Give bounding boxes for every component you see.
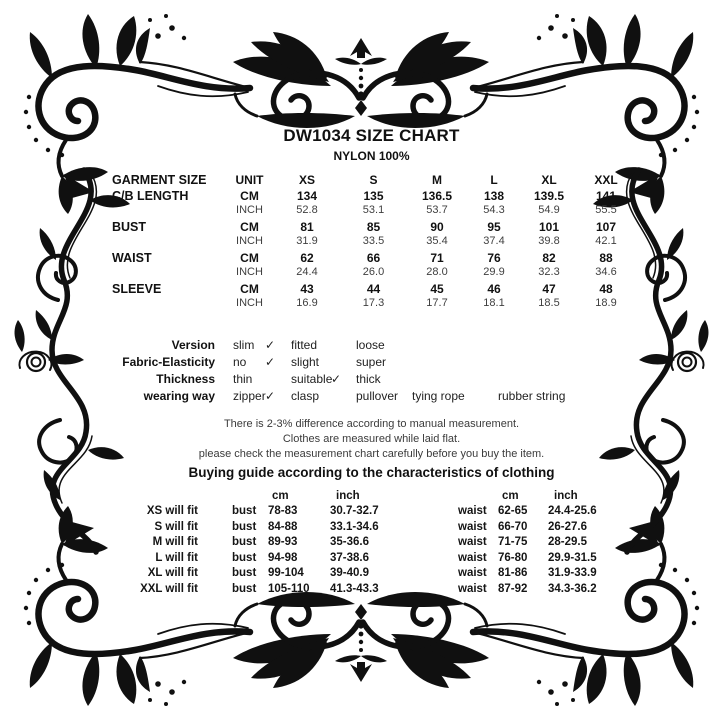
option: clasp (291, 388, 320, 403)
value-cell: 76 (487, 250, 501, 265)
option: slight (291, 354, 320, 369)
characteristic-row-wearing-way (108, 389, 635, 406)
value-cell: 53.7 (426, 204, 448, 216)
buying-guide-row-xxl (108, 583, 635, 599)
bust-cm-range: 105-110 (268, 582, 310, 595)
value-cell: 47 (542, 281, 556, 296)
bust-inch-range: 37-38.6 (330, 551, 370, 564)
table-row-cb-length-inch (108, 204, 635, 220)
value-cell: 29.9 (483, 266, 505, 278)
value-cell: 54.9 (538, 204, 560, 216)
table-row-sleeve-inch (108, 297, 635, 313)
value-cell: 95 (487, 219, 501, 234)
part-label: waist (458, 520, 487, 533)
option: rubber string (498, 388, 566, 403)
unit-cell: INCH (236, 266, 263, 278)
column-header: GARMENT SIZE (112, 173, 207, 187)
table-row-bust-cm (108, 220, 635, 236)
row-label: BUST (112, 219, 147, 234)
row-label: C/B LENGTH (112, 188, 189, 203)
waist-inch-range: 31.9-33.9 (548, 567, 597, 579)
option: pullover (356, 388, 399, 403)
checkmark: ✓ (331, 371, 342, 386)
table-row-cb-length-cm (108, 189, 635, 205)
option: fitted (291, 337, 318, 352)
value-cell: 85 (366, 219, 381, 234)
value-cell: 32.3 (538, 266, 560, 278)
note-line: There is 2-3% difference according to manual measurement. (223, 417, 520, 430)
bust-cm-range: 94-98 (268, 551, 298, 564)
value-cell: 39.8 (538, 235, 560, 247)
size-label: M will fit (152, 536, 198, 548)
part-label: bust (232, 520, 257, 533)
value-cell: 101 (538, 219, 560, 234)
value-cell: 88 (599, 250, 613, 265)
value-cell: 54.3 (483, 204, 505, 216)
column-header-cm: cm (502, 489, 519, 502)
table-row-waist-cm (108, 251, 635, 267)
value-cell: 18.9 (595, 297, 617, 309)
value-cell: 42.1 (595, 235, 617, 247)
value-cell: 45 (430, 281, 444, 296)
waist-inch-range: 34.3-36.2 (548, 582, 597, 595)
value-cell: 26.0 (362, 266, 385, 278)
table-row-sleeve-cm (108, 282, 635, 298)
value-cell: 31.9 (296, 235, 318, 247)
value-cell: 18.5 (538, 297, 560, 309)
waist-cm-range: 81-86 (498, 567, 528, 579)
option: thick (356, 371, 381, 386)
characteristics-section (108, 338, 635, 406)
size-measurement-table (108, 173, 635, 313)
bust-cm-range: 78-83 (268, 505, 298, 517)
bust-inch-range: 41.3-43.3 (330, 582, 379, 595)
note-line: Clothes are measured while laid flat. (282, 432, 461, 445)
waist-cm-range: 66-70 (498, 520, 528, 533)
waist-inch-range: 24.4-25.6 (548, 505, 597, 517)
column-header-cm: cm (272, 489, 289, 502)
waist-inch-range: 29.9-31.5 (548, 551, 597, 564)
value-cell: 71 (430, 250, 444, 265)
size-label: XS will fit (146, 505, 198, 517)
value-cell: 107 (595, 219, 617, 234)
part-label: waist (458, 505, 487, 517)
part-label: bust (232, 505, 257, 517)
characteristic-label: Thickness (156, 371, 215, 386)
waist-inch-range: 28-29.5 (548, 536, 588, 548)
size-table-header-row (108, 173, 635, 189)
waist-cm-range: 62-65 (498, 505, 528, 517)
measurement-notes (108, 417, 635, 462)
column-header: UNIT (235, 173, 264, 187)
row-label: SLEEVE (112, 281, 162, 296)
table-row-waist-inch (108, 266, 635, 282)
unit-cell: CM (240, 281, 259, 296)
column-header-inch: inch (336, 489, 360, 502)
value-cell: 16.9 (296, 297, 318, 309)
option: slim (233, 337, 255, 352)
value-cell: 18.1 (483, 297, 505, 309)
row-label: WAIST (112, 250, 152, 265)
value-cell: 37.4 (483, 235, 505, 247)
checkmark: ✓ (265, 337, 276, 352)
option: tying rope (412, 388, 465, 403)
buying-guide-row-xl (108, 567, 635, 583)
part-label: waist (458, 536, 487, 548)
characteristic-row-thickness (108, 372, 635, 389)
unit-cell: CM (240, 219, 259, 234)
column-header-inch: inch (554, 489, 578, 502)
value-cell: 44 (366, 281, 381, 296)
waist-cm-range: 76-80 (498, 551, 528, 564)
part-label: bust (232, 551, 257, 564)
characteristic-label: Version (171, 337, 215, 352)
checkmark: ✓ (265, 388, 276, 403)
column-header: XS (298, 173, 315, 187)
value-cell: 135 (363, 188, 384, 203)
value-cell: 33.5 (362, 235, 385, 247)
size-label: L will fit (155, 551, 198, 564)
characteristic-label: Fabric-Elasticity (122, 354, 215, 369)
value-cell: 28.0 (426, 266, 448, 278)
waist-cm-range: 87-92 (498, 582, 528, 595)
part-label: waist (458, 582, 487, 595)
value-cell: 17.3 (362, 297, 385, 309)
option: loose (356, 337, 385, 352)
top-center-flourish (233, 32, 489, 128)
column-header: S (369, 173, 378, 187)
buying-guide-table (108, 490, 635, 599)
value-cell: 53.1 (362, 204, 385, 216)
column-header: M (432, 173, 442, 187)
size-label: XXL will fit (140, 582, 198, 595)
column-header: XL (541, 173, 557, 187)
chart-content (108, 126, 635, 598)
value-cell: 66 (366, 250, 381, 265)
value-cell: 34.6 (595, 266, 617, 278)
value-cell: 48 (599, 281, 613, 296)
unit-cell: INCH (236, 235, 263, 247)
bust-inch-range: 33.1-34.6 (330, 520, 379, 533)
buying-guide-row-s (108, 521, 635, 537)
part-label: waist (458, 551, 487, 564)
fabric-subtitle: NYLON 100% (333, 149, 410, 163)
page-title: DW1034 SIZE CHART (283, 126, 460, 145)
buying-guide-row-xs (108, 505, 635, 521)
part-label: bust (232, 536, 257, 548)
option: super (356, 354, 387, 369)
unit-cell: INCH (236, 297, 263, 309)
unit-cell: CM (240, 250, 259, 265)
table-row-bust-inch (108, 235, 635, 251)
buying-guide-row-l (108, 552, 635, 568)
value-cell: 141 (595, 188, 617, 203)
bust-cm-range: 99-104 (268, 567, 304, 579)
value-cell: 55.5 (595, 204, 617, 216)
value-cell: 43 (300, 281, 314, 296)
value-cell: 52.8 (296, 204, 318, 216)
value-cell: 82 (542, 250, 556, 265)
part-label: bust (232, 582, 257, 595)
size-label: XL will fit (147, 567, 198, 579)
value-cell: 90 (430, 219, 444, 234)
part-label: bust (232, 567, 257, 579)
buying-guide-heading: Buying guide according to the characteristics of clothing (188, 464, 555, 480)
bust-inch-range: 39-40.9 (330, 567, 370, 579)
value-cell: 136.5 (421, 188, 453, 203)
option: no (233, 354, 247, 369)
buying-guide-row-m (108, 536, 635, 552)
option: suitable (291, 371, 333, 386)
column-header: L (490, 173, 498, 187)
option: zipper (233, 388, 266, 403)
option: thin (233, 371, 253, 386)
characteristic-row-version (108, 338, 635, 355)
value-cell: 24.4 (296, 266, 318, 278)
note-line: please check the measurement chart carefully before you buy the item. (198, 447, 545, 460)
bust-inch-range: 35-36.6 (330, 536, 370, 548)
characteristic-label: wearing way (143, 388, 215, 403)
value-cell: 17.7 (426, 297, 448, 309)
waist-inch-range: 26-27.6 (548, 520, 588, 533)
unit-cell: INCH (236, 204, 263, 216)
value-cell: 139.5 (533, 188, 565, 203)
unit-cell: CM (240, 188, 259, 203)
bust-inch-range: 30.7-32.7 (330, 505, 379, 517)
bottom-center-flourish (233, 592, 489, 688)
characteristic-row-elasticity (108, 355, 635, 372)
bust-cm-range: 84-88 (268, 520, 298, 533)
checkmark: ✓ (265, 354, 276, 369)
size-label: S will fit (154, 520, 198, 533)
value-cell: 81 (300, 219, 314, 234)
value-cell: 46 (487, 281, 501, 296)
value-cell: 134 (296, 188, 318, 203)
bust-cm-range: 89-93 (268, 536, 298, 548)
column-header: XXL (594, 173, 618, 187)
value-cell: 138 (483, 188, 505, 203)
waist-cm-range: 71-75 (498, 536, 528, 548)
part-label: waist (458, 567, 487, 579)
value-cell: 62 (300, 250, 314, 265)
value-cell: 35.4 (426, 235, 448, 247)
buying-guide-header-row (108, 490, 635, 506)
